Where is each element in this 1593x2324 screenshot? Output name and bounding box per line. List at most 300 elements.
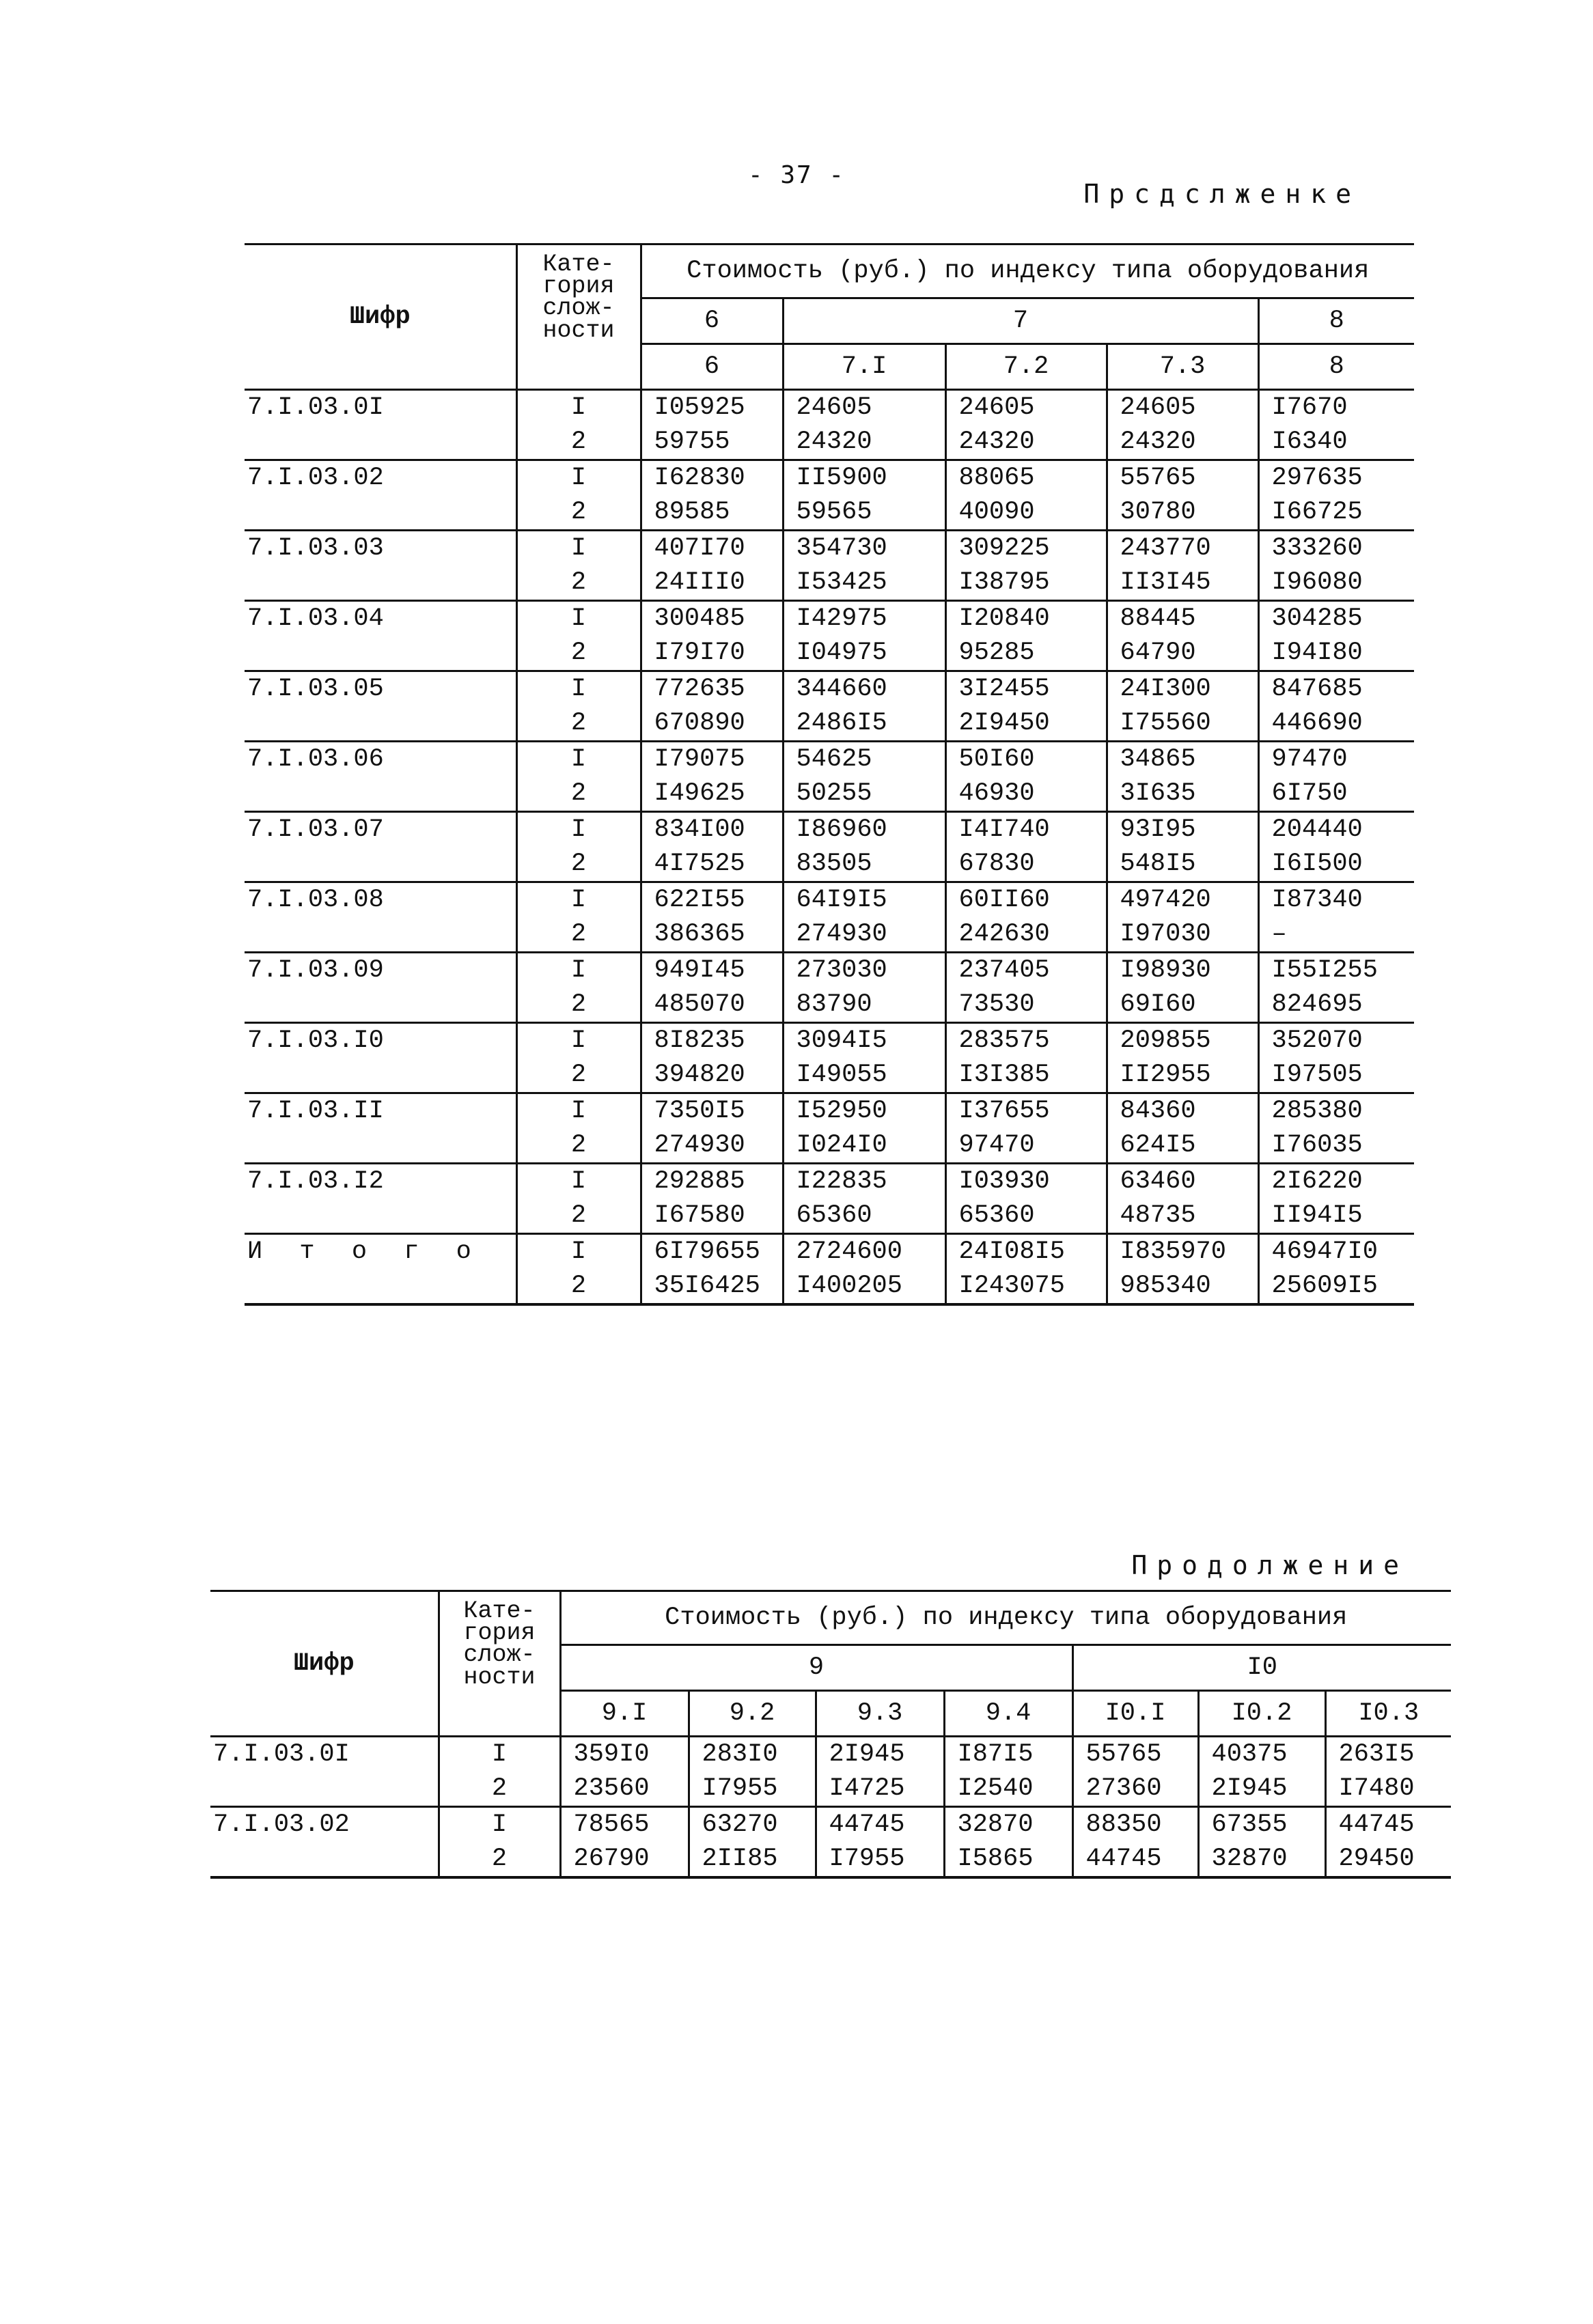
cost-value: 30780: [1120, 498, 1196, 527]
cost-cell: [560, 1807, 689, 1878]
cost-cell: [1258, 742, 1414, 812]
cost-cell: [641, 882, 783, 953]
header-category-line: ности: [463, 1663, 536, 1691]
table-row: [245, 953, 1414, 1023]
cost-cell: [945, 1023, 1107, 1093]
cost-value: 6I750: [1271, 779, 1348, 808]
cost-value: I22835: [796, 1167, 887, 1196]
cost-cell: [1107, 1234, 1258, 1305]
row-code: [245, 390, 516, 460]
row-code: [245, 882, 516, 953]
cost-value: 65360: [796, 1201, 872, 1230]
cost-value: I97505: [1271, 1061, 1363, 1089]
cost-cell: [641, 390, 783, 460]
cost-value: 27360: [1085, 1774, 1162, 1803]
row-code-text: 7.I.03.I0: [247, 1026, 384, 1055]
row-code-text: 7.I.03.07: [247, 815, 384, 844]
cost-value: I87I5: [957, 1740, 1034, 1769]
cost-cell: [641, 1234, 783, 1305]
cost-value: 622I55: [654, 886, 745, 914]
category-value: 2: [570, 1201, 587, 1230]
cost-cell: [783, 390, 945, 460]
cost-value: 386365: [654, 920, 745, 949]
cost-value: 97470: [1271, 745, 1348, 774]
table-row: [245, 882, 1414, 953]
cost-cell: [783, 953, 945, 1023]
cost-cell: [689, 1737, 816, 1807]
header-category: [516, 244, 641, 390]
cost-cell: [783, 601, 945, 671]
header-group: 8: [1258, 298, 1414, 344]
cost-value: 63460: [1120, 1167, 1196, 1196]
header-subindex: 7.I: [783, 344, 945, 390]
row-code-text: 7.I.03.05: [247, 675, 384, 703]
row-code-text: И т о г о: [247, 1237, 482, 1266]
header-subindex: 9.3: [816, 1691, 944, 1737]
row-code: [245, 460, 516, 531]
row-code-text: 7.I.03.03: [247, 534, 384, 563]
cost-value: I835970: [1120, 1237, 1226, 1266]
header-subindex: I0.2: [1198, 1691, 1325, 1737]
row-category: [516, 1093, 641, 1164]
cost-value: 2I945: [1211, 1774, 1288, 1803]
row-category: [516, 812, 641, 882]
cost-cell: [783, 1093, 945, 1164]
cost-value: 847685: [1271, 675, 1363, 703]
category-value: I: [570, 886, 587, 914]
cost-cell: [1258, 1234, 1414, 1305]
cost-value: I98930: [1120, 956, 1211, 985]
cost-cell: [945, 671, 1107, 742]
category-value: 2: [570, 498, 587, 527]
cost-value: 64790: [1120, 639, 1196, 667]
cost-value: II2955: [1120, 1061, 1211, 1089]
cost-cell: [641, 671, 783, 742]
cost-value: 59565: [796, 498, 872, 527]
cost-value: 46930: [958, 779, 1035, 808]
row-code-text: 7.I.03.0I: [247, 393, 384, 422]
cost-value: 297635: [1271, 464, 1363, 492]
cost-cell: [1072, 1737, 1198, 1807]
category-value: I: [570, 1026, 587, 1055]
cost-value: I87340: [1271, 886, 1363, 914]
cost-value: 300485: [654, 604, 745, 633]
cost-cell: [1107, 742, 1258, 812]
category-value: I: [570, 675, 587, 703]
cost-value: 354730: [796, 534, 887, 563]
cost-value: I024I0: [796, 1131, 887, 1160]
cost-value: 497420: [1120, 886, 1211, 914]
cost-cell: [783, 1023, 945, 1093]
cost-value: 63270: [702, 1810, 778, 1839]
cost-value: 274930: [796, 920, 887, 949]
cost-value: I20840: [958, 604, 1050, 633]
cost-value: I4725: [829, 1774, 905, 1803]
cost-value: 237405: [958, 956, 1050, 985]
cost-table-2: [210, 1590, 1451, 1879]
category-value: I: [570, 745, 587, 774]
cost-value: 949I45: [654, 956, 745, 985]
table-row: [245, 671, 1414, 742]
cost-value: 204440: [1271, 815, 1363, 844]
cost-cell: [1107, 460, 1258, 531]
cost-value: I4I740: [958, 815, 1050, 844]
header-group: 6: [641, 298, 783, 344]
cost-value: 54625: [796, 745, 872, 774]
cost-cell: [1258, 1164, 1414, 1234]
cost-value: 834I00: [654, 815, 745, 844]
cost-value: I75560: [1120, 709, 1211, 738]
cost-value: 209855: [1120, 1026, 1211, 1055]
cost-value: I53425: [796, 568, 887, 597]
cost-cell: [1198, 1807, 1325, 1878]
header-category-line: слож-: [463, 1641, 536, 1669]
table-row: [245, 531, 1414, 601]
cost-cell: [783, 460, 945, 531]
cost-value: 29450: [1338, 1845, 1415, 1873]
category-value: I: [570, 1097, 587, 1125]
cost-value: I86960: [796, 815, 887, 844]
cost-value: I38795: [958, 568, 1050, 597]
row-category: [516, 671, 641, 742]
cost-cell: [641, 1164, 783, 1234]
cost-cell: [783, 1164, 945, 1234]
header-group: I0: [1072, 1645, 1451, 1691]
cost-cell: [1107, 1023, 1258, 1093]
row-code-text: 7.I.03.06: [247, 745, 384, 774]
header-subindex: 8: [1258, 344, 1414, 390]
cost-value: I6I500: [1271, 850, 1363, 878]
cost-cell: [783, 812, 945, 882]
row-category: [516, 531, 641, 601]
cost-value: 7350I5: [654, 1097, 745, 1125]
cost-cell: [945, 531, 1107, 601]
cost-value: 274930: [654, 1131, 745, 1160]
category-value: I: [491, 1810, 508, 1839]
cost-value: 985340: [1120, 1272, 1211, 1300]
row-category: [516, 953, 641, 1023]
cost-value: 24III0: [654, 568, 745, 597]
cost-cell: [641, 1023, 783, 1093]
cost-cell: [945, 742, 1107, 812]
table-row: [245, 812, 1414, 882]
cost-value: 3094I5: [796, 1026, 887, 1055]
header-cost: Стоимость (руб.) по индексу типа оборудования: [560, 1591, 1451, 1645]
cost-value: 78565: [573, 1810, 650, 1839]
row-code: [245, 742, 516, 812]
header-subindex: 6: [641, 344, 783, 390]
table-row: [245, 742, 1414, 812]
cost-value: I03930: [958, 1167, 1050, 1196]
category-value: I: [570, 815, 587, 844]
category-value: 2: [570, 428, 587, 456]
cost-value: 344660: [796, 675, 887, 703]
cost-value: 304285: [1271, 604, 1363, 633]
cost-value: 824695: [1271, 990, 1363, 1019]
category-value: 2: [570, 920, 587, 949]
cost-value: 309225: [958, 534, 1050, 563]
row-category: [516, 601, 641, 671]
cost-cell: [1258, 953, 1414, 1023]
cost-cell: [945, 1234, 1107, 1305]
cost-value: 548I5: [1120, 850, 1196, 878]
cost-value: I55I255: [1271, 956, 1378, 985]
cost-value: 4I7525: [654, 850, 745, 878]
cost-cell: [1107, 953, 1258, 1023]
cost-value: 24605: [1120, 393, 1196, 422]
category-value: 2: [570, 1131, 587, 1160]
cost-value: 24320: [796, 428, 872, 456]
cost-value: 352070: [1271, 1026, 1363, 1055]
table-row: [245, 1023, 1414, 1093]
cost-value: 25609I5: [1271, 1272, 1378, 1300]
cost-value: 243770: [1120, 534, 1211, 563]
cost-value: 624I5: [1120, 1131, 1196, 1160]
header-subindex: 9.4: [944, 1691, 1072, 1737]
header-subindex: I0.I: [1072, 1691, 1198, 1737]
row-code-text: 7.I.03.02: [213, 1810, 350, 1839]
header-category-line: гория: [463, 1619, 536, 1647]
table-row: [210, 1737, 1451, 1807]
cost-cell: [945, 1093, 1107, 1164]
cost-value: 283575: [958, 1026, 1050, 1055]
cost-value: 64I9I5: [796, 886, 887, 914]
cost-cell: [944, 1737, 1072, 1807]
cost-value: I5865: [957, 1845, 1034, 1873]
cost-value: 24320: [958, 428, 1035, 456]
cost-value: 242630: [958, 920, 1050, 949]
category-value: 2: [570, 1272, 587, 1300]
cost-value: I7670: [1271, 393, 1348, 422]
header-category-line: гория: [542, 272, 615, 300]
page-number: - 37 -: [747, 161, 846, 189]
cost-value: I49625: [654, 779, 745, 808]
header-category-line: Кате-: [542, 251, 615, 278]
cost-value: I62830: [654, 464, 745, 492]
cost-value: II3I45: [1120, 568, 1211, 597]
cost-cell: [1258, 1023, 1414, 1093]
header-subindex: 9.I: [560, 1691, 689, 1737]
row-code-text: 7.I.03.II: [247, 1097, 384, 1125]
header-category: [439, 1591, 560, 1737]
cost-value: 24I300: [1120, 675, 1211, 703]
cost-value: 44745: [1338, 1810, 1415, 1839]
cost-value: 2I945: [829, 1740, 905, 1769]
cost-value: 285380: [1271, 1097, 1363, 1125]
table-row: [210, 1807, 1451, 1878]
row-code: [245, 531, 516, 601]
cost-value: 24605: [958, 393, 1035, 422]
category-value: 2: [570, 639, 587, 667]
cost-value: 3I2455: [958, 675, 1050, 703]
cost-cell: [1107, 390, 1258, 460]
cost-value: 59755: [654, 428, 730, 456]
cost-value: 40090: [958, 498, 1035, 527]
cost-value: I76035: [1271, 1131, 1363, 1160]
cost-cell: [1258, 882, 1414, 953]
cost-value: 24I08I5: [958, 1237, 1065, 1266]
cost-value: 670890: [654, 709, 745, 738]
cost-value: 65360: [958, 1201, 1035, 1230]
cost-value: 446690: [1271, 709, 1363, 738]
cost-cell: [945, 460, 1107, 531]
row-code-text: 7.I.03.I2: [247, 1167, 384, 1196]
row-code: [245, 601, 516, 671]
cost-value: 263I5: [1338, 1740, 1415, 1769]
category-value: 2: [570, 990, 587, 1019]
cost-cell: [945, 953, 1107, 1023]
table-row: [245, 1234, 1414, 1305]
cost-value: 333260: [1271, 534, 1363, 563]
cost-cell: [945, 601, 1107, 671]
cost-cell: [1258, 390, 1414, 460]
category-value: 2: [570, 568, 587, 597]
cost-value: 26790: [573, 1845, 650, 1873]
cost-value: 2724600: [796, 1237, 902, 1266]
row-category: [516, 1164, 641, 1234]
cost-cell: [1258, 1093, 1414, 1164]
category-value: 2: [570, 1061, 587, 1089]
cost-table-1: [245, 243, 1414, 1306]
row-code: [245, 1164, 516, 1234]
cost-value: 3I635: [1120, 779, 1196, 808]
cost-value: 23560: [573, 1774, 650, 1803]
row-category: [516, 460, 641, 531]
cost-value: I7955: [702, 1774, 778, 1803]
cost-value: I66725: [1271, 498, 1363, 527]
category-value: 2: [570, 709, 587, 738]
category-value: I: [570, 1167, 587, 1196]
cost-value: I243075: [958, 1272, 1065, 1300]
cost-value: 394820: [654, 1061, 745, 1089]
cost-cell: [689, 1807, 816, 1878]
cost-value: 273030: [796, 956, 887, 985]
cost-value: I79I70: [654, 639, 745, 667]
cost-value: 55765: [1085, 1740, 1162, 1769]
row-code-text: 7.I.03.04: [247, 604, 384, 633]
cost-value: 83505: [796, 850, 872, 878]
cost-cell: [1107, 601, 1258, 671]
cost-value: I7955: [829, 1845, 905, 1873]
cost-cell: [641, 812, 783, 882]
cost-value: II94I5: [1271, 1201, 1363, 1230]
cost-cell: [944, 1807, 1072, 1878]
cost-value: I96080: [1271, 568, 1363, 597]
cost-cell: [1107, 671, 1258, 742]
category-value: I: [570, 1237, 587, 1266]
cost-value: I2540: [957, 1774, 1034, 1803]
cost-value: 292885: [654, 1167, 745, 1196]
cost-value: 44745: [1085, 1845, 1162, 1873]
cost-cell: [1325, 1807, 1451, 1878]
row-code: [245, 1234, 516, 1305]
cost-value: 24605: [796, 393, 872, 422]
cost-value: 2I9450: [958, 709, 1050, 738]
cost-cell: [1258, 460, 1414, 531]
cost-value: I49055: [796, 1061, 887, 1089]
cost-value: 46947I0: [1271, 1237, 1378, 1266]
cost-value: 8I8235: [654, 1026, 745, 1055]
cost-value: 89585: [654, 498, 730, 527]
cost-value: 60II60: [958, 886, 1050, 914]
header-subindex: 7.3: [1107, 344, 1258, 390]
category-value: 2: [491, 1845, 508, 1873]
cost-value: 88350: [1085, 1810, 1162, 1839]
cost-value: I94I80: [1271, 639, 1363, 667]
cost-cell: [1325, 1737, 1451, 1807]
cost-cell: [560, 1737, 689, 1807]
table-row: [245, 1093, 1414, 1164]
row-category: [516, 742, 641, 812]
continuation-label: Прсдслженке: [1083, 179, 1361, 209]
cost-value: I3I385: [958, 1061, 1050, 1089]
row-code: [245, 671, 516, 742]
cost-value: 32870: [957, 1810, 1034, 1839]
row-category: [439, 1737, 560, 1807]
cost-cell: [783, 882, 945, 953]
cost-value: 359I0: [573, 1740, 650, 1769]
header-category-line: Кате-: [463, 1597, 536, 1625]
row-code: [245, 1023, 516, 1093]
row-category: [439, 1807, 560, 1878]
category-value: 2: [570, 850, 587, 878]
category-value: I: [491, 1740, 508, 1769]
cost-value: I52950: [796, 1097, 887, 1125]
header-subindex: 7.2: [945, 344, 1107, 390]
category-value: I: [570, 604, 587, 633]
cost-cell: [1198, 1737, 1325, 1807]
cost-value: 73530: [958, 990, 1035, 1019]
cost-value: I6340: [1271, 428, 1348, 456]
table-row: [245, 1164, 1414, 1234]
cost-value: 88065: [958, 464, 1035, 492]
cost-cell: [641, 1093, 783, 1164]
header-shifr: Шифр: [210, 1591, 439, 1737]
cost-value: 50255: [796, 779, 872, 808]
cost-value: 407I70: [654, 534, 745, 563]
header-subindex: 9.2: [689, 1691, 816, 1737]
row-code: [245, 812, 516, 882]
cost-cell: [945, 882, 1107, 953]
cost-cell: [783, 1234, 945, 1305]
cost-cell: [641, 601, 783, 671]
cost-cell: [641, 531, 783, 601]
category-value: 2: [491, 1774, 508, 1803]
cost-value: 32870: [1211, 1845, 1288, 1873]
cost-cell: [945, 812, 1107, 882]
row-code: [245, 953, 516, 1023]
header-shifr: Шифр: [245, 244, 516, 390]
cost-value: 485070: [654, 990, 745, 1019]
category-value: I: [570, 464, 587, 492]
row-code: [210, 1807, 439, 1878]
category-value: I: [570, 534, 587, 563]
row-code-text: 7.I.03.02: [247, 464, 384, 492]
cost-cell: [1258, 531, 1414, 601]
cost-value: I37655: [958, 1097, 1050, 1125]
cost-value: 24320: [1120, 428, 1196, 456]
header-category-line: ности: [542, 316, 615, 344]
cost-cell: [783, 531, 945, 601]
cost-value: 35I6425: [654, 1272, 760, 1300]
cost-cell: [641, 742, 783, 812]
cost-value: 55765: [1120, 464, 1196, 492]
row-code-text: 7.I.03.09: [247, 956, 384, 985]
continuation-label: Продолжение: [1131, 1550, 1409, 1580]
cost-value: 84360: [1120, 1097, 1196, 1125]
cost-value: I79075: [654, 745, 745, 774]
cost-cell: [945, 390, 1107, 460]
